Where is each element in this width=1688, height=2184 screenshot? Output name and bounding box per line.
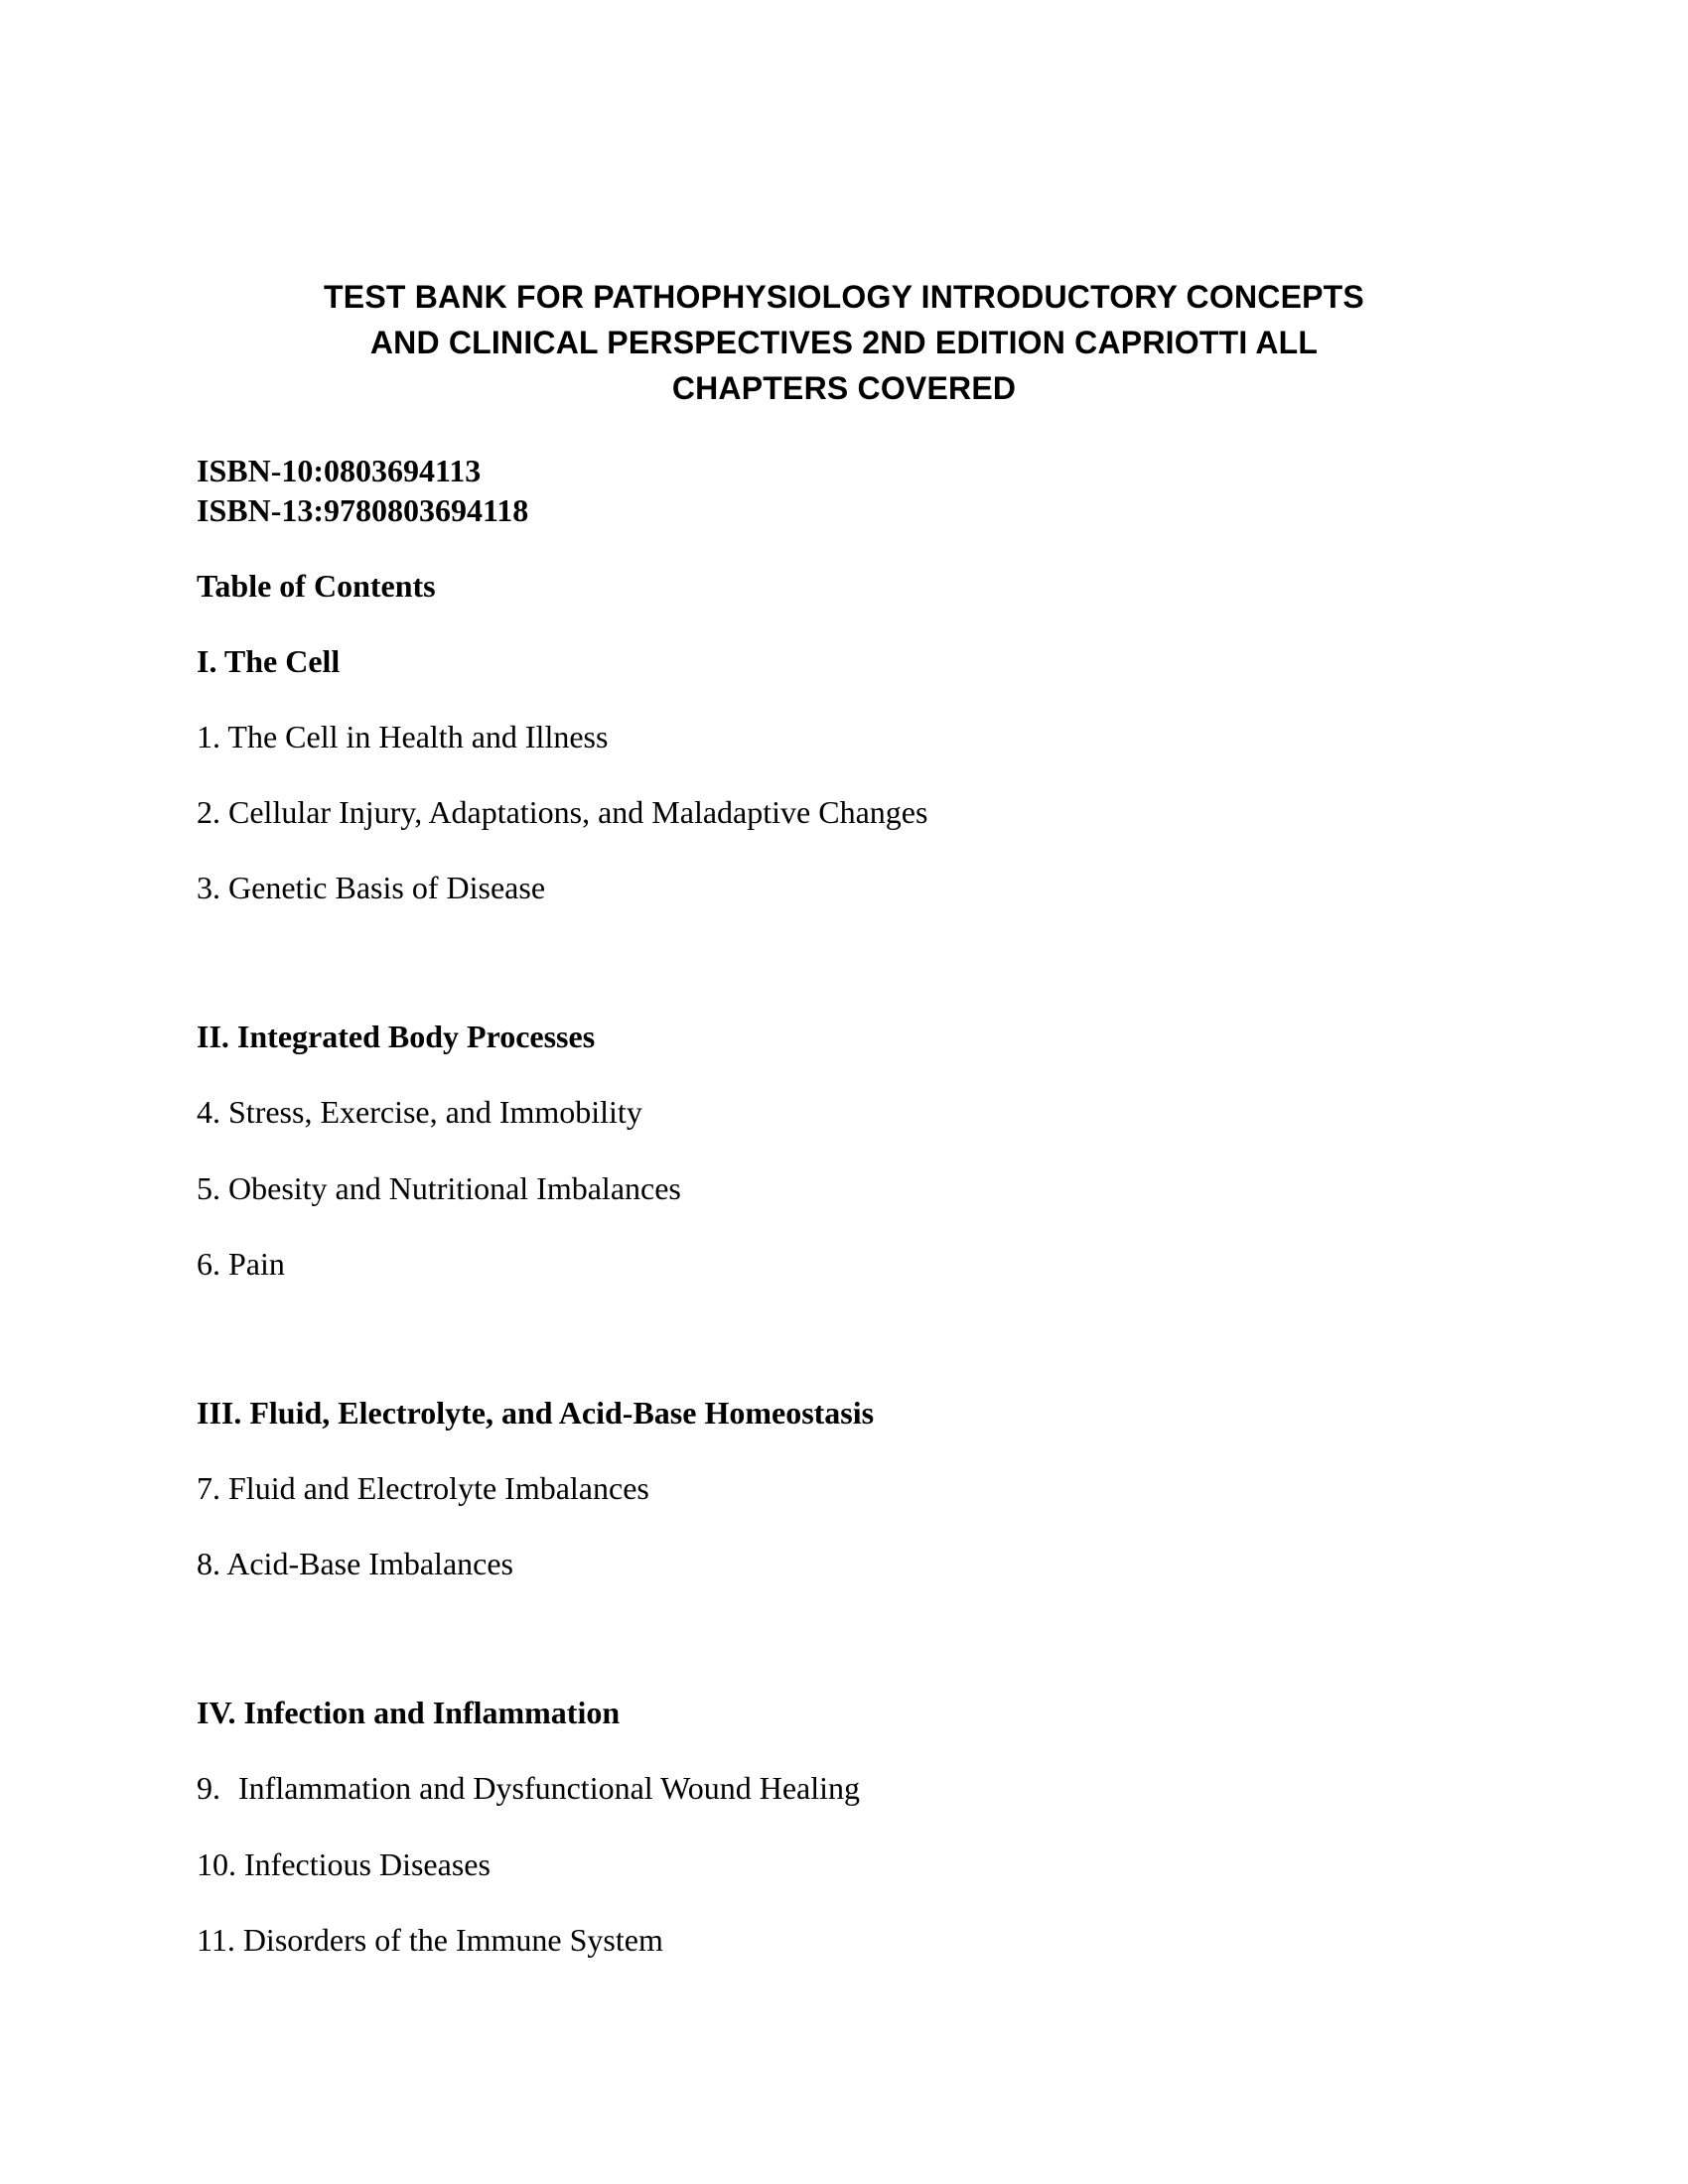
title-line-3: CHAPTERS COVERED bbox=[671, 370, 1017, 406]
toc-entry-9-label: Inflammation and Dysfunctional Wound Healing bbox=[238, 1770, 861, 1806]
toc-entry-5: 5. Obesity and Nutritional Imbalances bbox=[197, 1170, 681, 1206]
toc-entry-6: 6. Pain bbox=[197, 1246, 285, 1282]
toc-entry-10: 10. Infectious Diseases bbox=[197, 1846, 491, 1882]
section-heading-2: II. Integrated Body Processes bbox=[197, 1019, 596, 1054]
title-line-1: TEST BANK FOR PATHOPHYSIOLOGY INTRODUCTORY CONCEPTS bbox=[324, 279, 1364, 315]
toc-entry-9-number: 9. bbox=[197, 1770, 220, 1806]
section-heading-1: I. The Cell bbox=[197, 643, 341, 679]
toc-entry-8: 8. Acid-Base Imbalances bbox=[197, 1546, 513, 1581]
isbn-13: ISBN-13:9780803694118 bbox=[197, 492, 529, 528]
toc-entry-9 bbox=[197, 1768, 860, 1808]
isbn-10: ISBN-10:0803694113 bbox=[197, 453, 482, 488]
toc-entry-2: 2. Cellular Injury, Adaptations, and Maladaptive Changes bbox=[197, 794, 928, 830]
document-title bbox=[179, 274, 1509, 411]
toc-entry-1: 1. The Cell in Health and Illness bbox=[197, 719, 609, 754]
title-line-2: AND CLINICAL PERSPECTIVES 2ND EDITION CAPRIOTTI ALL bbox=[369, 325, 1319, 360]
section-heading-3: III. Fluid, Electrolyte, and Acid-Base Homeostasis bbox=[197, 1395, 875, 1431]
toc-heading: Table of Contents bbox=[197, 568, 436, 604]
section-heading-4: IV. Infection and Inflammation bbox=[197, 1695, 621, 1730]
toc-entry-11: 11. Disorders of the Immune System bbox=[197, 1922, 663, 1958]
toc-entry-7: 7. Fluid and Electrolyte Imbalances bbox=[197, 1470, 649, 1506]
toc-entry-4: 4. Stress, Exercise, and Immobility bbox=[197, 1094, 642, 1130]
toc-entry-3: 3. Genetic Basis of Disease bbox=[197, 870, 546, 905]
